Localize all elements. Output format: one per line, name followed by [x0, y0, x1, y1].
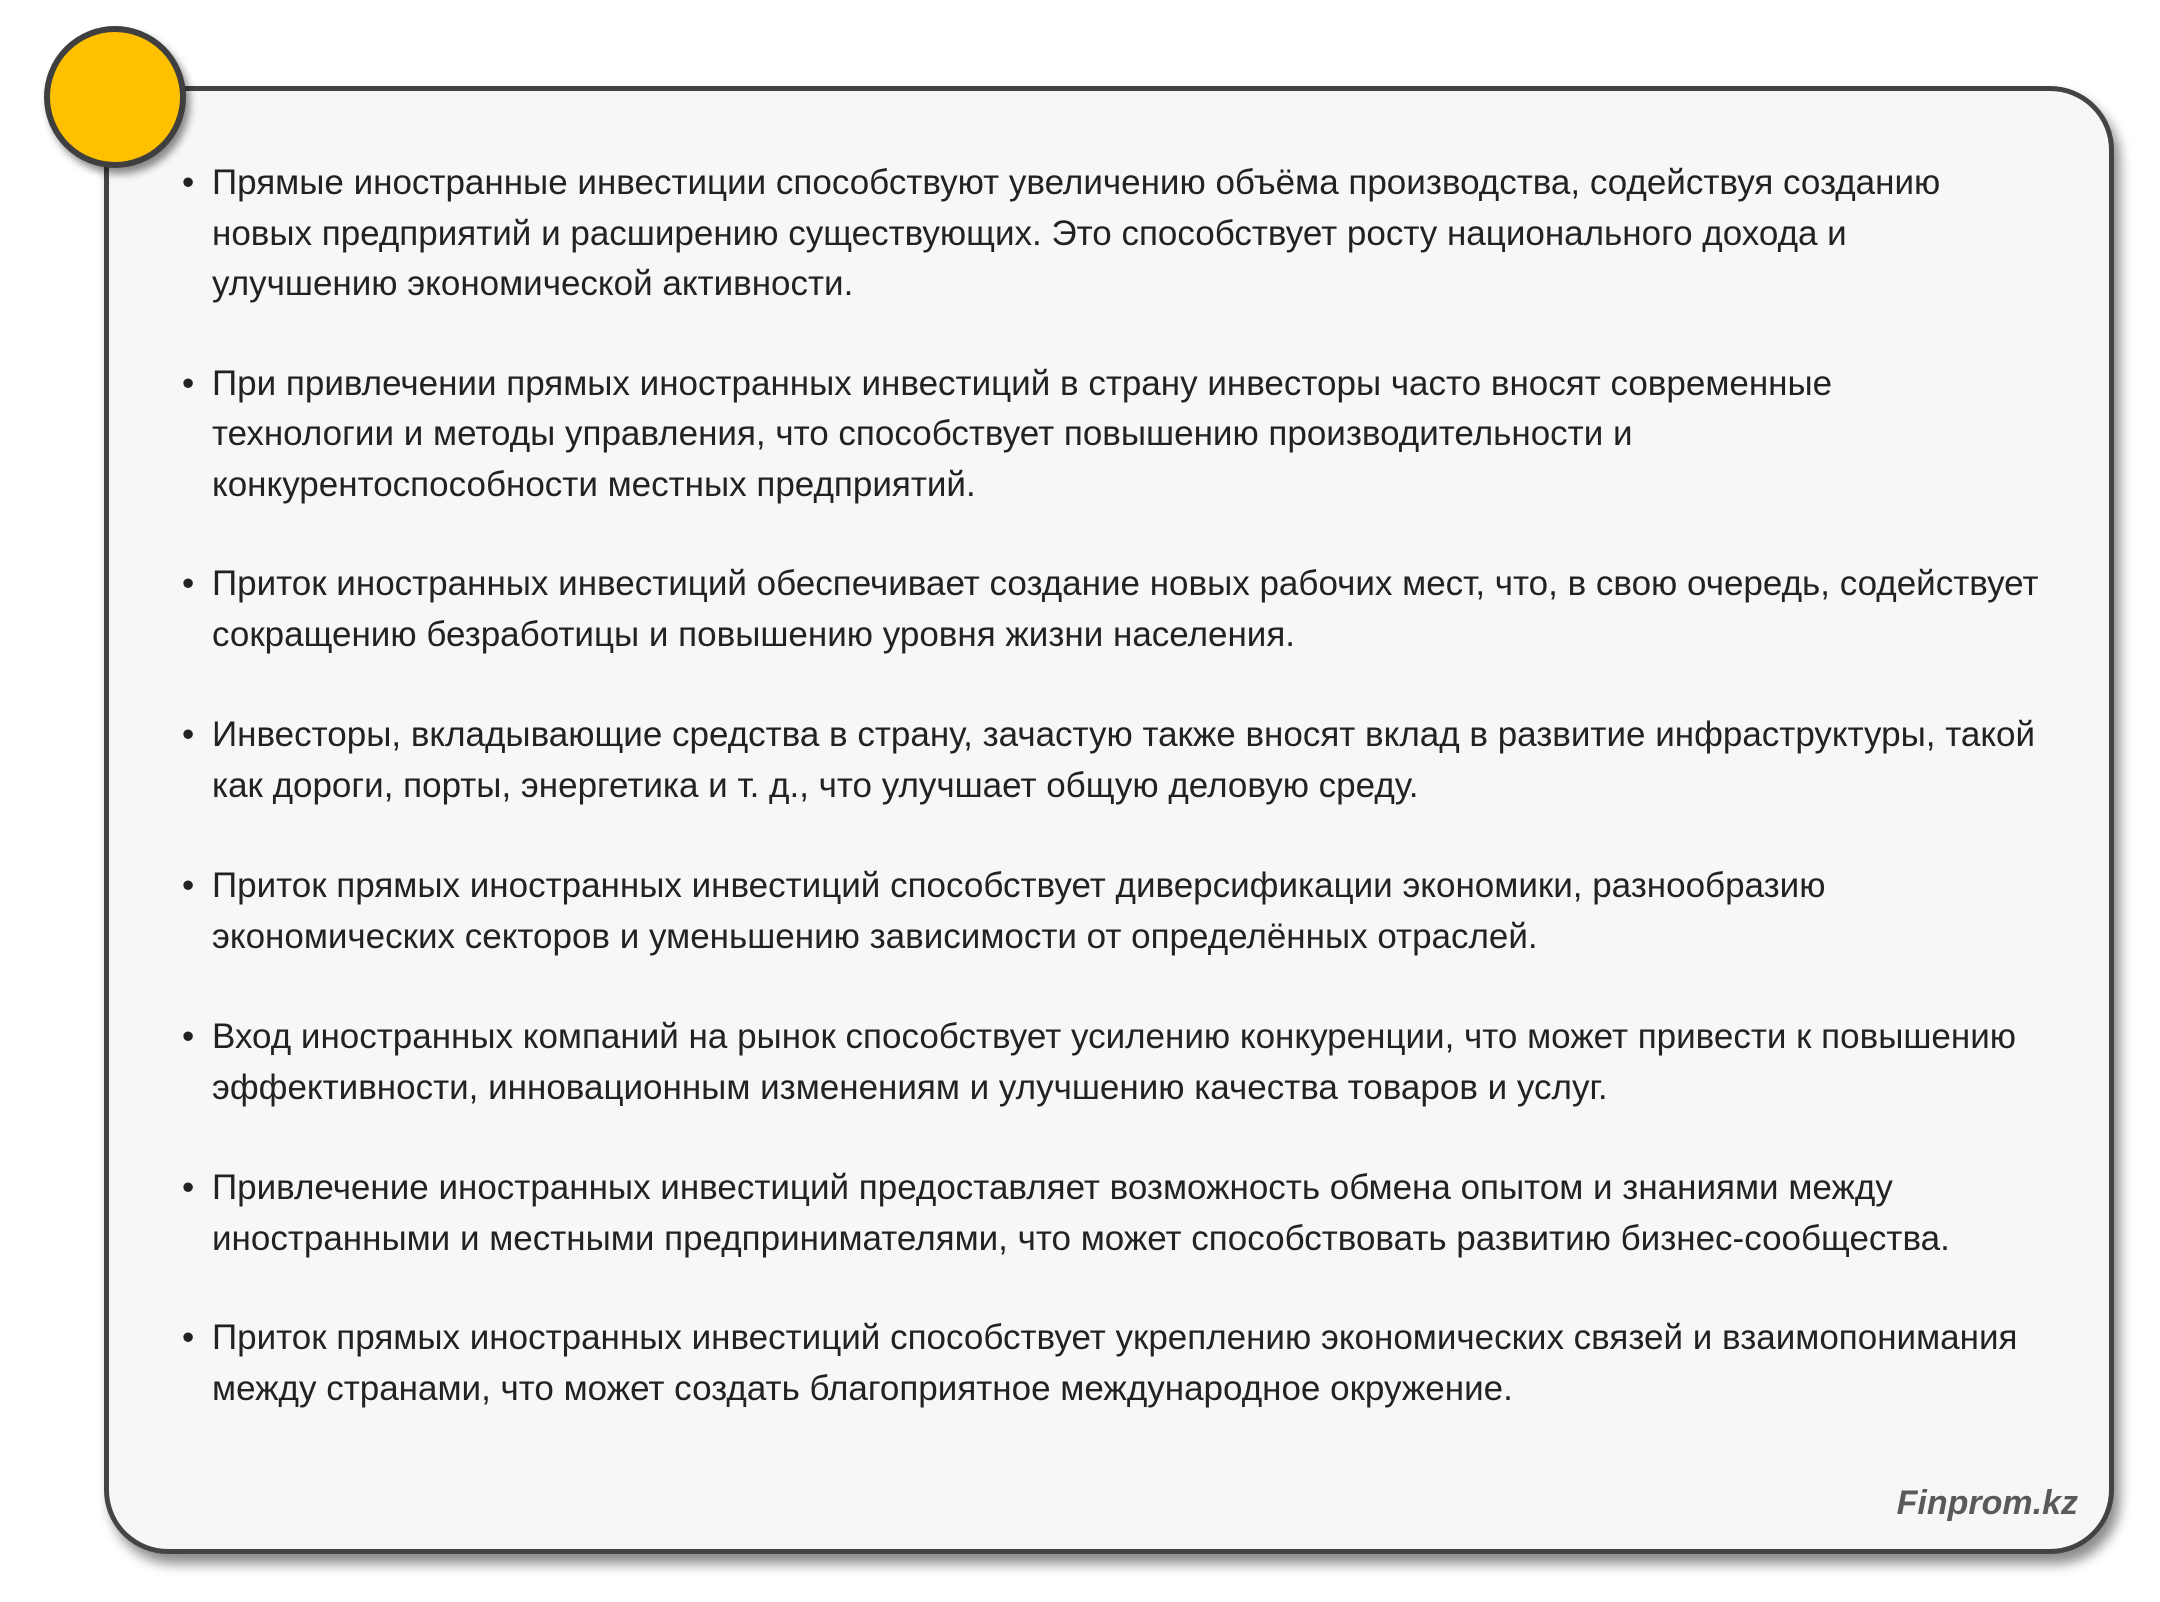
list-item-text: Прямые иностранные инвестиции способствуют увеличению объёма производства, содействуя созданию новых предприятий и расширению существующих. Это способствует росту национального дохода и улучшению экономической активности.	[212, 163, 1941, 303]
accent-dot	[44, 26, 186, 168]
list-item-text: Привлечение иностранных инвестиций предоставляет возможность обмена опытом и знаниями между иностранными и местными предпринимателями, что может способствовать развитию бизнес-сообщества.	[212, 1168, 1950, 1258]
list-item	[182, 158, 1942, 310]
list-item-text: Инвесторы, вкладывающие средства в страну, зачастую также вносят вклад в развитие инфраструктуры, такой как дороги, порты, энергетика и т. д., что улучшает общую деловую среду.	[212, 715, 2036, 805]
bullet-icon: •	[182, 363, 195, 403]
list-item-text: Приток прямых иностранных инвестиций способствует укреплению экономических связей и взаимопонимания между странами, что может создать благоприятное международное окружение.	[212, 1318, 2018, 1408]
list-item	[182, 359, 1972, 511]
list-item	[182, 559, 2042, 660]
list-item	[182, 861, 2072, 962]
list-item	[182, 1012, 2042, 1113]
bullet-icon: •	[182, 1017, 195, 1056]
list-item	[182, 1163, 2082, 1264]
bullet-icon: •	[182, 1318, 195, 1357]
list-item-text: Вход иностранных компаний на рынок способствует усилению конкуренции, что может привести к повышению эффективности, инновационным изменениям и улучшению качества товаров и услуг.	[212, 1017, 2017, 1107]
watermark: Finprom.kz	[1896, 1484, 2078, 1522]
list-item-text: При привлечении прямых иностранных инвестиций в страну инвесторы часто вносят современные технологии и методы управления, что способствует повышению производительности и конкурентоспособности местных предприятий.	[212, 363, 1833, 504]
bullet-icon: •	[182, 866, 195, 905]
bullet-icon: •	[182, 564, 195, 603]
list-item-text: Приток иностранных инвестиций обеспечивает создание новых рабочих мест, что, в свою очередь, содействует сокращению безработицы и повышению уровня жизни населения.	[212, 564, 2039, 654]
bullet-icon: •	[182, 1168, 195, 1207]
list-item	[182, 710, 2082, 811]
bullet-icon: •	[182, 715, 195, 754]
list-item	[182, 1313, 2042, 1414]
bullet-list	[182, 158, 2082, 1414]
bullet-icon: •	[182, 163, 195, 202]
list-item-text: Приток прямых иностранных инвестиций способствует диверсификации экономики, разнообразию экономических секторов и уменьшению зависимости от определённых отраслей.	[212, 866, 1826, 956]
